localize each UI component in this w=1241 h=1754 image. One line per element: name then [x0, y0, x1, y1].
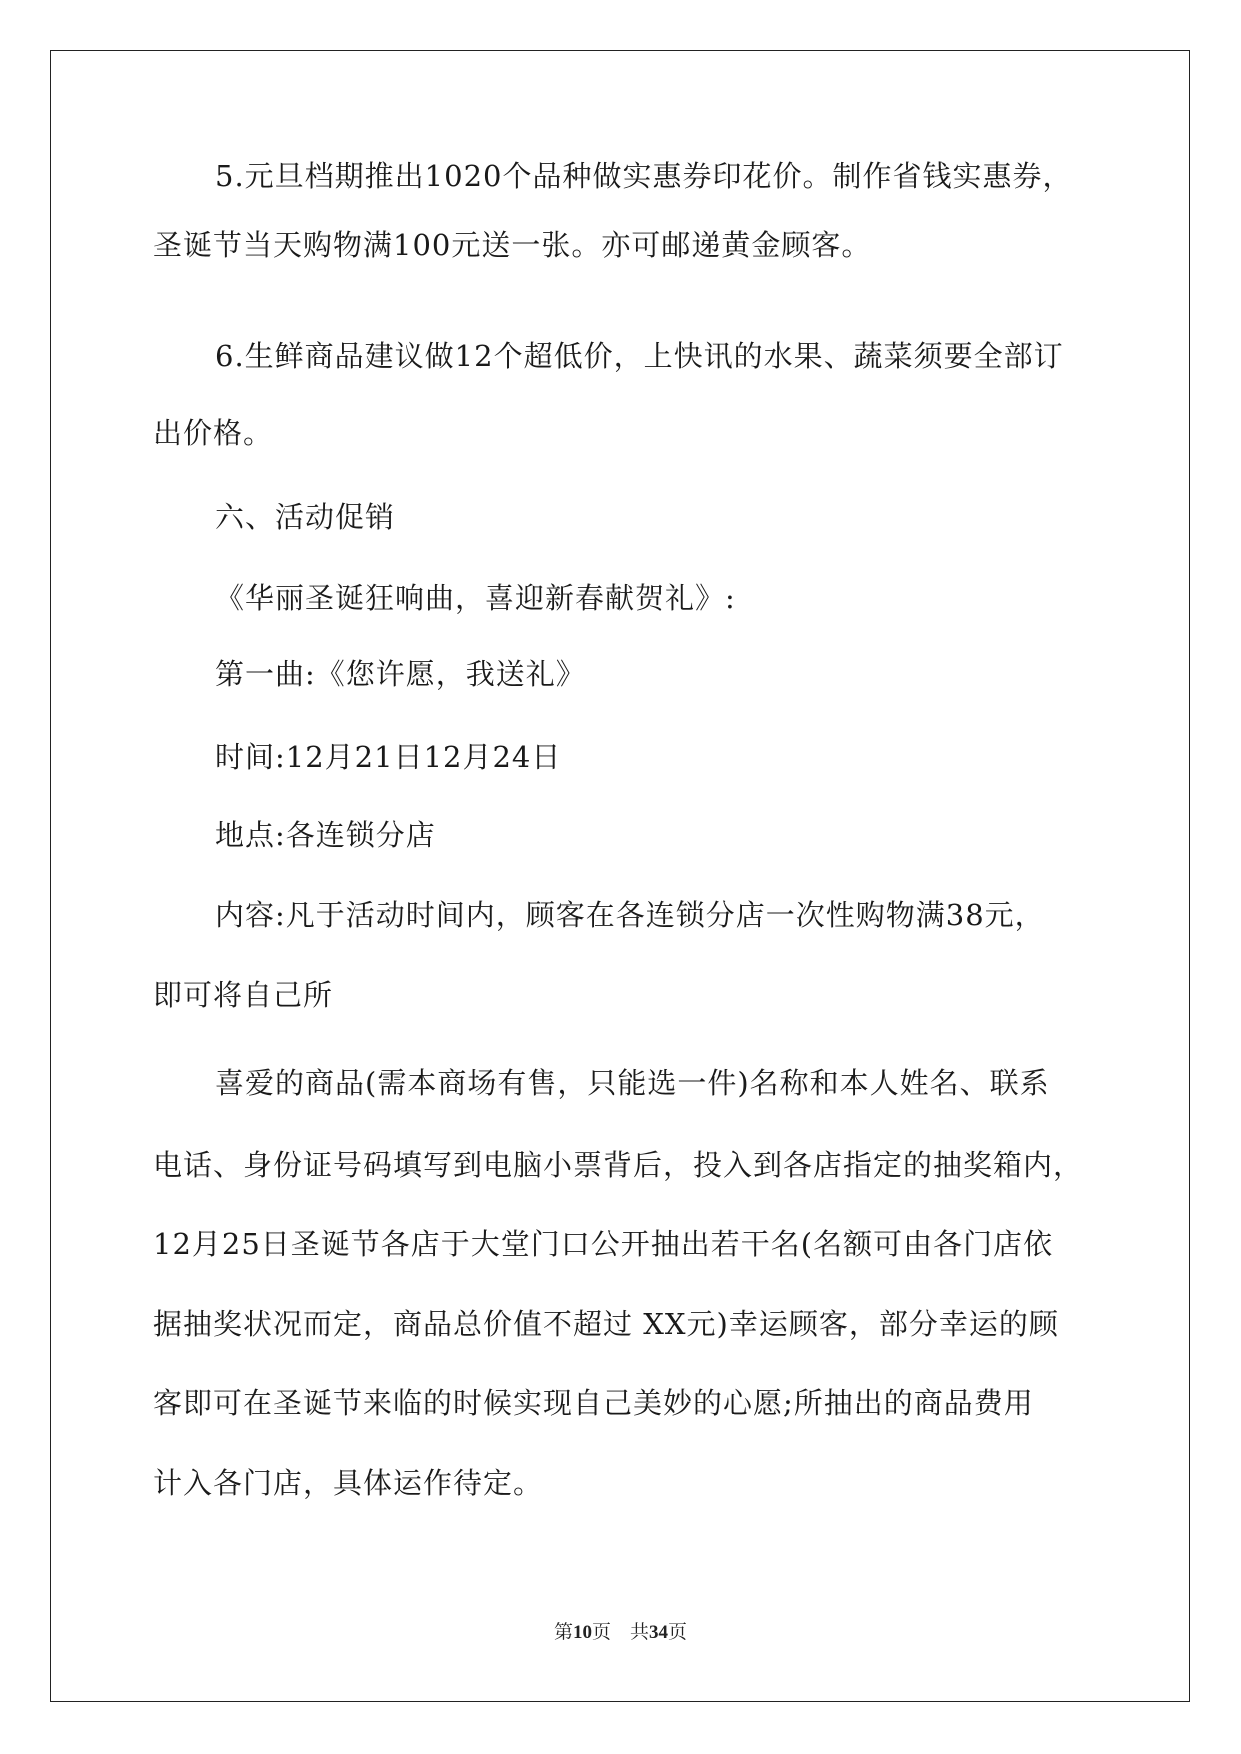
footer-prefix: 第 — [553, 1622, 573, 1643]
footer-mid: 页 共 — [591, 1622, 649, 1643]
total-pages: 34 — [649, 1622, 668, 1643]
paragraph-line: 据抽奖状况而定，商品总价值不超过 XX元)幸运顾客，部分幸运的顾 — [153, 1307, 1059, 1341]
paragraph-line: 5.元旦档期推出1020个品种做实惠券印花价。制作省钱实惠券， — [215, 159, 1073, 193]
paragraph-line: 电话、身份证号码填写到电脑小票背后，投入到各店指定的抽奖箱内， — [153, 1148, 1084, 1182]
paragraph-line: 即可将自己所 — [153, 978, 334, 1012]
paragraph-line: 客即可在圣诞节来临的时候实现自己美妙的心愿;所抽出的商品费用 — [153, 1386, 1034, 1420]
paragraph-line: 出价格。 — [153, 416, 274, 450]
page-footer — [0, 1617, 1241, 1644]
paragraph-line: 时间:12月21日12月24日 — [215, 740, 562, 774]
paragraph-line: 圣诞节当天购物满100元送一张。亦可邮递黄金顾客。 — [153, 228, 872, 262]
paragraph-line: 12月25日圣诞节各店于大堂门口公开抽出若干名(名额可由各门店依 — [153, 1227, 1054, 1261]
section-heading: 六、活动促销 — [215, 500, 396, 534]
page-number: 10 — [572, 1622, 592, 1643]
paragraph-line: 第一曲:《您许愿，我送礼》 — [215, 657, 586, 691]
paragraph-line: 内容:凡于活动时间内，顾客在各连锁分店一次性购物满38元， — [215, 898, 1045, 932]
footer-suffix: 页 — [668, 1622, 688, 1643]
paragraph-line: 地点:各连锁分店 — [215, 818, 436, 852]
paragraph-line: 计入各门店，具体运作待定。 — [153, 1466, 544, 1500]
activity-title: 《华丽圣诞狂响曲，喜迎新春献贺礼》: — [215, 581, 736, 615]
paragraph-line: 6.生鲜商品建议做12个超低价，上快讯的水果、蔬菜须要全部订 — [215, 339, 1064, 373]
page-border — [50, 50, 1190, 1702]
paragraph-line: 喜爱的商品(需本商场有售，只能选一件)名称和本人姓名、联系 — [215, 1066, 1050, 1100]
